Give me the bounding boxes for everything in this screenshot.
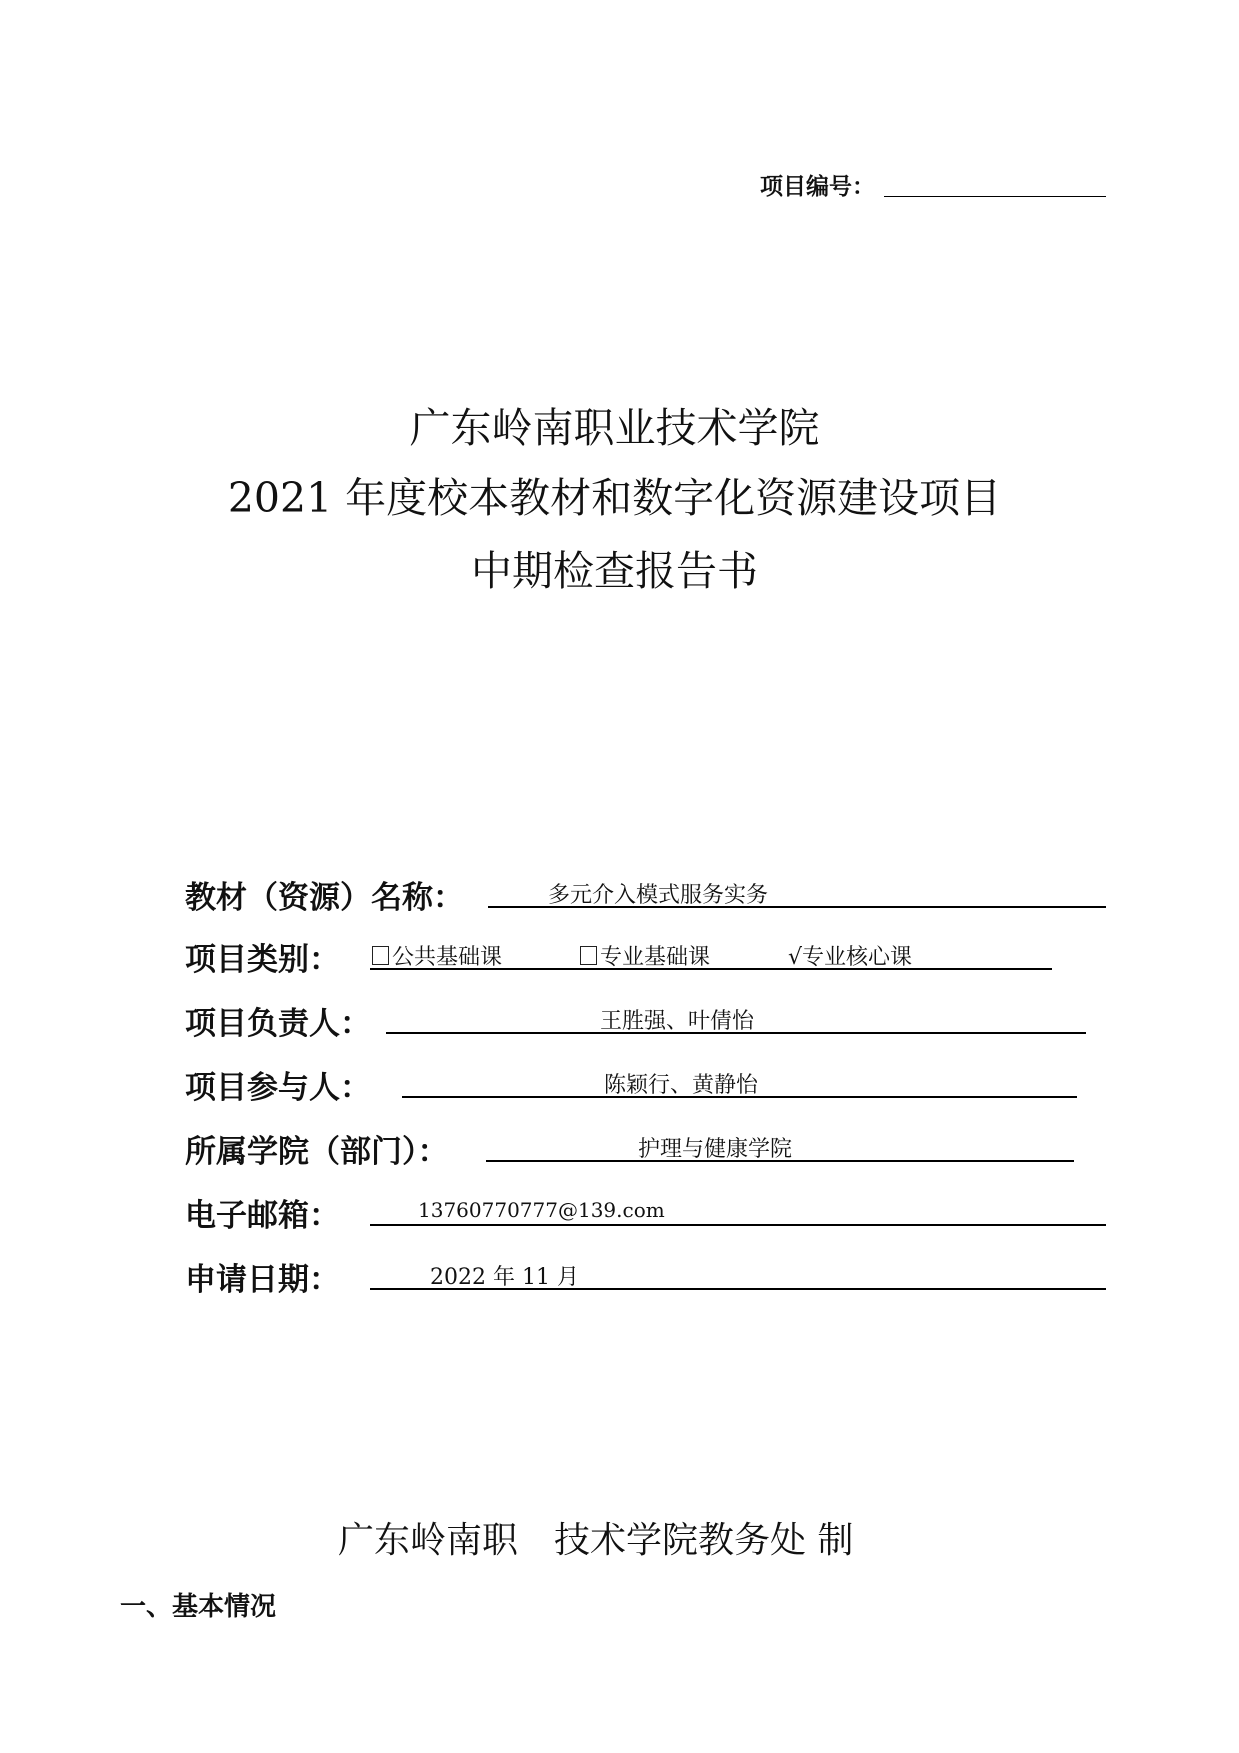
department-label: 所属学院（部门）：	[185, 1134, 449, 1170]
title-line-3: 中期检查报告书	[471, 547, 758, 595]
category-option-major-basic[interactable]	[580, 940, 710, 971]
participants-label: 项目参与人：	[185, 1070, 371, 1106]
apply-date-label: 申请日期：	[185, 1262, 340, 1298]
checkbox-icon[interactable]	[580, 946, 597, 965]
check-mark-icon[interactable]: √	[788, 945, 803, 970]
leader-label: 项目负责人：	[185, 1006, 371, 1042]
email-underline	[370, 1224, 1106, 1226]
title-line-1: 广东岭南职业技术学院	[409, 404, 820, 452]
category-option-label: 公共基础课	[392, 945, 503, 970]
category-option-label: 专业基础课	[600, 945, 711, 970]
issuer-footer: 广东岭南职 技术学院教务处 制	[338, 1520, 854, 1561]
material-name-label: 教材（资源）名称：	[185, 880, 464, 916]
category-option-label: 专业核心课	[802, 945, 913, 970]
email-value[interactable]: 13760770777@139.com	[418, 1198, 665, 1222]
project-number-label: 项目编号：	[760, 174, 875, 200]
project-number-field[interactable]	[884, 196, 1106, 197]
category-option-public-basic[interactable]	[372, 940, 502, 971]
department-value[interactable]: 护理与健康学院	[638, 1137, 793, 1162]
title-line-2: 2021 年度校本教材和数字化资源建设项目	[227, 474, 1002, 522]
category-option-major-core[interactable]	[788, 940, 912, 971]
section-heading: 一、基本情况	[120, 1592, 277, 1622]
email-label: 电子邮箱：	[185, 1198, 340, 1234]
category-label: 项目类别：	[185, 942, 340, 978]
apply-date-value[interactable]: 2022 年 11 月	[430, 1265, 579, 1290]
leader-value[interactable]: 王胜强、叶倩怡	[600, 1009, 755, 1034]
material-name-value[interactable]: 多元介入模式服务实务	[548, 883, 769, 908]
checkbox-icon[interactable]	[372, 946, 389, 965]
participants-value[interactable]: 陈颖行、黄静怡	[604, 1073, 759, 1098]
